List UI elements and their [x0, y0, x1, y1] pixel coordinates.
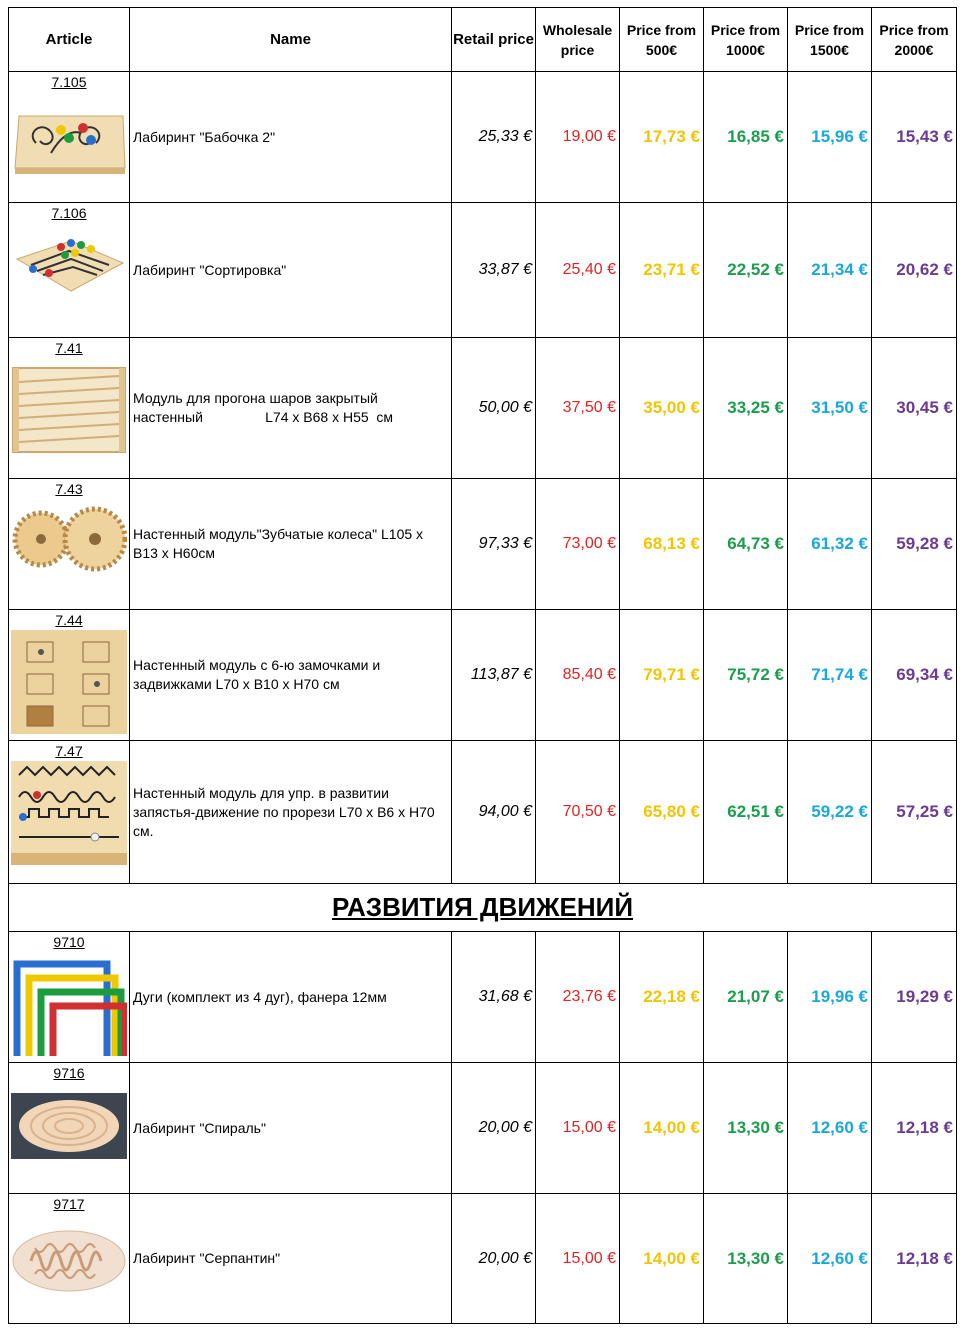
product-name: Настенный модуль для упр. в развитии запястья-движение по прорези L70 x B6 x H70 см.: [130, 741, 452, 884]
wholesale-price: 25,40 €: [536, 203, 620, 338]
header-article: Article: [9, 8, 130, 72]
wholesale-price: 23,76 €: [536, 932, 620, 1063]
retail-price: 25,33 €: [452, 72, 536, 203]
price-from-1000: 13,30 €: [704, 1063, 788, 1194]
article-code: 9716: [53, 1065, 85, 1081]
section-title: РАЗВИТИЯ ДВИЖЕНИЙ: [331, 892, 634, 922]
retail-price: 20,00 €: [452, 1063, 536, 1194]
article-code: 7.105: [51, 74, 87, 90]
article-cell: [9, 203, 130, 338]
header-row: [9, 8, 957, 72]
article-cell: [9, 479, 130, 610]
retail-price: 94,00 €: [452, 741, 536, 884]
butterfly-maze-icon: [11, 98, 127, 178]
table-row: [9, 610, 957, 741]
header-name: Name: [130, 8, 452, 72]
article-cell: [9, 72, 130, 203]
serpentine-maze-icon: [11, 1226, 127, 1296]
price-from-500: 79,71 €: [620, 610, 704, 741]
article-code: 7.47: [55, 743, 83, 759]
header-retail: Retail price: [452, 8, 536, 72]
price-from-1000: 33,25 €: [704, 338, 788, 479]
product-name: Лабиринт "Серпантин": [130, 1194, 452, 1324]
article-code: 9710: [53, 934, 85, 950]
wholesale-price: 15,00 €: [536, 1063, 620, 1194]
price-from-1000: 22,52 €: [704, 203, 788, 338]
product-name: Лабиринт "Спираль": [130, 1063, 452, 1194]
price-from-500: 14,00 €: [620, 1194, 704, 1324]
header-wholesale: Wholesale price: [536, 8, 620, 72]
retail-price: 97,33 €: [452, 479, 536, 610]
article-cell: [9, 1194, 130, 1324]
section-row: [9, 884, 957, 932]
ball-run-module-icon: [11, 364, 127, 454]
section-title-cell: [9, 884, 957, 932]
price-from-500: 68,13 €: [620, 479, 704, 610]
price-from-500: 23,71 €: [620, 203, 704, 338]
table-row: [9, 741, 957, 884]
price-from-2000: 69,34 €: [872, 610, 957, 741]
table-row: [9, 72, 957, 203]
price-from-2000: 59,28 €: [872, 479, 957, 610]
header-from-2000: Price from 2000€: [872, 8, 957, 72]
price-from-1500: 12,60 €: [788, 1063, 872, 1194]
price-from-500: 35,00 €: [620, 338, 704, 479]
retail-price: 33,87 €: [452, 203, 536, 338]
retail-price: 50,00 €: [452, 338, 536, 479]
article-cell: [9, 338, 130, 479]
price-from-1000: 16,85 €: [704, 72, 788, 203]
spiral-maze-icon: [11, 1093, 127, 1159]
gear-wheels-icon: [11, 505, 127, 575]
article-code: 7.41: [55, 340, 83, 356]
price-from-500: 22,18 €: [620, 932, 704, 1063]
price-from-500: 17,73 €: [620, 72, 704, 203]
wholesale-price: 85,40 €: [536, 610, 620, 741]
price-from-2000: 30,45 €: [872, 338, 957, 479]
price-from-1500: 31,50 €: [788, 338, 872, 479]
product-name: Настенный модуль с 6-ю замочками и задвижками L70 x B10 x H70 см: [130, 610, 452, 741]
article-code: 7.44: [55, 612, 83, 628]
price-from-1000: 75,72 €: [704, 610, 788, 741]
price-from-2000: 57,25 €: [872, 741, 957, 884]
wholesale-price: 19,00 €: [536, 72, 620, 203]
price-from-1500: 71,74 €: [788, 610, 872, 741]
wholesale-price: 73,00 €: [536, 479, 620, 610]
retail-price: 31,68 €: [452, 932, 536, 1063]
locks-panel-icon: [11, 630, 127, 734]
price-from-1000: 64,73 €: [704, 479, 788, 610]
retail-price: 20,00 €: [452, 1194, 536, 1324]
product-name: Дуги (комплект из 4 дуг), фанера 12мм: [130, 932, 452, 1063]
product-name: Настенный модуль"Зубчатые колеса" L105 x B13 x H60см: [130, 479, 452, 610]
price-from-1000: 21,07 €: [704, 932, 788, 1063]
price-from-1000: 13,30 €: [704, 1194, 788, 1324]
table-row: [9, 1194, 957, 1324]
table-row: [9, 479, 957, 610]
price-from-1500: 61,32 €: [788, 479, 872, 610]
table-row: [9, 203, 957, 338]
article-cell: [9, 932, 130, 1063]
price-from-2000: 12,18 €: [872, 1063, 957, 1194]
arches-set-icon: [11, 958, 127, 1058]
article-cell: [9, 1063, 130, 1194]
price-from-2000: 19,29 €: [872, 932, 957, 1063]
product-name: Лабиринт "Сортировка": [130, 203, 452, 338]
price-from-2000: 20,62 €: [872, 203, 957, 338]
wholesale-price: 37,50 €: [536, 338, 620, 479]
article-cell: [9, 741, 130, 884]
header-from-1500: Price from 1500€: [788, 8, 872, 72]
wholesale-price: 15,00 €: [536, 1194, 620, 1324]
article-code: 9717: [53, 1196, 85, 1212]
price-from-1500: 15,96 €: [788, 72, 872, 203]
wrist-slot-panel-icon: [11, 761, 127, 865]
price-from-1500: 19,96 €: [788, 932, 872, 1063]
price-from-1500: 21,34 €: [788, 203, 872, 338]
sorting-maze-icon: [11, 229, 127, 313]
article-code: 7.106: [51, 205, 87, 221]
table-row: [9, 338, 957, 479]
product-name: Лабиринт "Бабочка 2": [130, 72, 452, 203]
article-cell: [9, 610, 130, 741]
table-row: [9, 1063, 957, 1194]
table-row: [9, 932, 957, 1063]
price-from-2000: 12,18 €: [872, 1194, 957, 1324]
price-from-2000: 15,43 €: [872, 72, 957, 203]
price-from-500: 14,00 €: [620, 1063, 704, 1194]
product-name: Модуль для прогона шаров закрытый настенный L74 x B68 x H55 см: [130, 338, 452, 479]
wholesale-price: 70,50 €: [536, 741, 620, 884]
header-from-1000: Price from 1000€: [704, 8, 788, 72]
price-from-1500: 12,60 €: [788, 1194, 872, 1324]
price-from-1000: 62,51 €: [704, 741, 788, 884]
retail-price: 113,87 €: [452, 610, 536, 741]
price-from-1500: 59,22 €: [788, 741, 872, 884]
price-from-500: 65,80 €: [620, 741, 704, 884]
article-code: 7.43: [55, 481, 83, 497]
price-table: [8, 7, 957, 1324]
header-from-500: Price from 500€: [620, 8, 704, 72]
